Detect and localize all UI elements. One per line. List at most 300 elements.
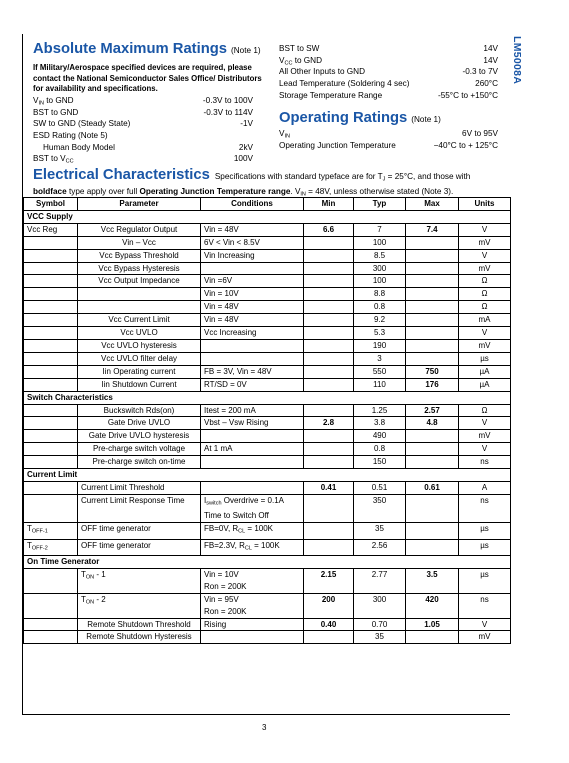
cell-text: FB=2.3V, R (204, 540, 245, 550)
cell-text: OFF time generator (81, 524, 151, 534)
cell-max (406, 275, 459, 288)
ec-desc: = 48V, unless otherwise stated (Note 3). (305, 187, 454, 197)
cell-text: 7.4 (426, 224, 438, 234)
cell-text: ns (480, 457, 489, 467)
cell-text: 3.8 (373, 418, 386, 428)
cell-text: 0.41 (320, 482, 337, 492)
section-title: VCC Supply (24, 210, 511, 223)
cell-text: 35 (375, 632, 384, 642)
cell-max (406, 249, 459, 262)
cell-text: - 2 (94, 594, 106, 604)
cell-symbol (24, 523, 78, 539)
cell-text: Ω (481, 302, 488, 312)
cell-min (304, 236, 354, 249)
cell-text: Vcc UVLO (120, 328, 158, 338)
table-row (24, 631, 511, 644)
table-row (24, 539, 511, 555)
cell-parameter (78, 249, 201, 262)
electrical-table (23, 197, 511, 644)
cell-conditions (201, 593, 304, 618)
cell-text: switch (206, 500, 222, 507)
cell-typ (354, 430, 406, 443)
cell-parameter (78, 288, 201, 301)
cell-symbol (24, 494, 78, 522)
cell-symbol (24, 249, 78, 262)
cell-units (459, 443, 511, 456)
cell-text: µs (480, 524, 489, 534)
cell-parameter (78, 539, 201, 555)
table-row (24, 339, 511, 352)
cell-conditions (201, 352, 304, 365)
cell-text: 0.40 (320, 619, 337, 629)
spec-label: $V_{IN}$ (279, 129, 290, 140)
cell-parameter (78, 456, 201, 469)
cell-text: Overdrive = 0.1A Time to Switch Off (204, 495, 284, 521)
cell-min (304, 339, 354, 352)
table-row (24, 417, 511, 430)
cell-text: 5.3 (373, 328, 386, 338)
table-row (24, 301, 511, 314)
cell-text: Ron = 200K (204, 606, 247, 616)
spec-value: 2kV (238, 142, 253, 152)
cell-min (304, 314, 354, 327)
col-header: Symbol (24, 198, 78, 211)
cell-text: 1.05 (424, 619, 440, 629)
spec-value: 6V to 95V (462, 129, 498, 138)
cell-conditions (201, 539, 304, 555)
cell-parameter (78, 593, 201, 618)
cell-parameter (78, 494, 201, 522)
cell-min (304, 430, 354, 443)
cell-min (304, 568, 354, 593)
cell-typ (354, 618, 406, 631)
cell-parameter (78, 417, 201, 430)
cell-text: T (81, 569, 86, 579)
cell-typ (354, 314, 406, 327)
cell-units (459, 494, 511, 522)
cell-units (459, 404, 511, 417)
spec-value: -55°C to +150°C (437, 90, 498, 100)
cell-max (406, 539, 459, 555)
cell-typ (354, 288, 406, 301)
cell-parameter (78, 339, 201, 352)
cell-text: 420 (425, 594, 439, 604)
cell-text: 176 (425, 379, 439, 389)
abs-max-left-list (33, 95, 253, 165)
col-header: Conditions (201, 198, 304, 211)
cell-max (406, 481, 459, 494)
table-row (24, 249, 511, 262)
cell-text: = 100K (245, 524, 274, 534)
spec-value: 260°C (475, 79, 498, 89)
cell-symbol (24, 618, 78, 631)
cell-text: 100 (372, 237, 387, 247)
cell-units (459, 327, 511, 340)
cell-units (459, 314, 511, 327)
cell-text: mV (478, 431, 491, 441)
cell-text: mA (478, 315, 491, 325)
table-row (24, 365, 511, 378)
cell-conditions (201, 301, 304, 314)
cell-symbol (24, 456, 78, 469)
cell-parameter (78, 236, 201, 249)
cell-text: Ron = 200K (204, 581, 247, 591)
cell-parameter (78, 275, 201, 288)
cell-text: FB = 3V, Vin = 48V (204, 366, 272, 376)
cell-text: - 1 (94, 569, 106, 579)
cell-text: 550 (372, 366, 387, 376)
table-row (24, 275, 511, 288)
cell-min (304, 618, 354, 631)
spec-label: Human Body Model (43, 142, 115, 152)
cell-conditions (201, 443, 304, 456)
cell-symbol (24, 275, 78, 288)
cell-max (406, 430, 459, 443)
cell-text: Vin = 48V (204, 302, 239, 312)
cell-text: Vcc Increasing (204, 328, 257, 338)
cell-max (406, 327, 459, 340)
cell-min (304, 275, 354, 288)
cell-text: Vin = 48V (204, 315, 239, 325)
cell-text: 100 (372, 276, 387, 286)
cell-text: Buckswitch Rds(on) (103, 405, 175, 415)
cell-text: CL (238, 528, 246, 535)
cell-units (459, 339, 511, 352)
spec-label: Lead Temperature (Soldering 4 sec) (279, 79, 410, 89)
cell-text: Vcc UVLO filter delay (100, 353, 178, 363)
cell-parameter (78, 430, 201, 443)
cell-text: 2.8 (322, 418, 335, 428)
cell-max (406, 352, 459, 365)
spec-row (33, 95, 253, 107)
cell-units (459, 430, 511, 443)
cell-parameter (78, 618, 201, 631)
cell-typ (354, 456, 406, 469)
cell-parameter (78, 223, 201, 236)
cell-text: mV (478, 340, 491, 350)
table-row (24, 223, 511, 236)
cell-typ (354, 301, 406, 314)
cell-typ (354, 568, 406, 593)
cell-max (406, 301, 459, 314)
table-row (24, 430, 511, 443)
cell-typ (354, 223, 406, 236)
spec-value: -0.3 to 7V (462, 67, 498, 77)
cell-text: OFF-2 (31, 545, 48, 552)
spec-row (33, 153, 253, 165)
cell-units (459, 365, 511, 378)
cell-text: µs (480, 540, 489, 550)
spec-row (33, 142, 253, 154)
operating-list (279, 128, 498, 151)
cell-text: CL (244, 545, 252, 552)
cell-text: Vin = 10V (204, 289, 239, 299)
cell-symbol (24, 539, 78, 555)
cell-text: 750 (425, 366, 439, 376)
table-row (24, 236, 511, 249)
cell-units (459, 539, 511, 555)
cell-min (304, 365, 354, 378)
cell-typ (354, 443, 406, 456)
cell-parameter (78, 262, 201, 275)
cell-text: Remote Shutdown Threshold (87, 619, 191, 629)
col-header: Min (304, 198, 354, 211)
cell-parameter (78, 631, 201, 644)
cell-min (304, 288, 354, 301)
cell-conditions (201, 223, 304, 236)
section-row (24, 210, 511, 223)
cell-parameter (78, 352, 201, 365)
ec-desc: IN (300, 191, 306, 198)
abs-max-title-text: Absolute Maximum Ratings (33, 41, 228, 57)
side-part-number (509, 34, 523, 134)
cell-units (459, 378, 511, 391)
cell-text: 8.8 (373, 289, 386, 299)
cell-text: Gate Drive UVLO hysteresis (88, 431, 190, 441)
cell-conditions (201, 481, 304, 494)
cell-text: 0.51 (371, 482, 388, 492)
cell-conditions (201, 327, 304, 340)
operating-title (279, 110, 441, 126)
cell-symbol (24, 327, 78, 340)
cell-text: 4.8 (426, 418, 438, 428)
cell-typ (354, 494, 406, 522)
table-row (24, 327, 511, 340)
cell-text: Vcc Output Impedance (98, 276, 180, 286)
cell-max (406, 456, 459, 469)
cell-text: ON (85, 599, 95, 606)
cell-parameter (78, 523, 201, 539)
table-row (24, 288, 511, 301)
cell-typ (354, 365, 406, 378)
cell-min (304, 443, 354, 456)
cell-conditions (201, 314, 304, 327)
cell-conditions (201, 417, 304, 430)
cell-text: 8.5 (373, 250, 386, 260)
cell-min (304, 481, 354, 494)
spec-row (279, 128, 498, 140)
cell-units (459, 262, 511, 275)
cell-symbol (24, 314, 78, 327)
cell-text: 300 (372, 594, 387, 604)
cell-min (304, 404, 354, 417)
part-number-label: LM5008A (511, 36, 523, 85)
cell-conditions (201, 378, 304, 391)
cell-conditions (201, 275, 304, 288)
military-warning: If Military/Aerospace specified devices are required, please contact the National Semiconductor Sales Office/ Distributors for availability and specifications. (33, 63, 262, 94)
cell-max (406, 314, 459, 327)
col-header: Typ (354, 198, 406, 211)
cell-text: 6V < Vin < 8.5V (204, 237, 260, 247)
cell-conditions (201, 523, 304, 539)
cell-min (304, 494, 354, 522)
ec-desc: J (382, 176, 386, 183)
cell-typ (354, 352, 406, 365)
table-row (24, 443, 511, 456)
table-header-row (24, 198, 511, 211)
spec-label: Operating Junction Temperature (279, 140, 396, 150)
ec-desc-bold: boldface (33, 187, 67, 197)
cell-symbol (24, 481, 78, 494)
cell-max (406, 288, 459, 301)
cell-conditions (201, 494, 304, 522)
table-row (24, 404, 511, 417)
cell-text: Iin Operating current (102, 366, 176, 376)
cell-min (304, 249, 354, 262)
cell-text: Vin =6V (204, 276, 233, 286)
cell-typ (354, 262, 406, 275)
cell-text: 7 (377, 224, 382, 234)
cell-text: mV (478, 237, 491, 247)
cell-text: V (481, 444, 488, 454)
cell-symbol (24, 288, 78, 301)
ec-desc: Specifications with standard typeface are for T (214, 172, 383, 181)
cell-conditions (201, 339, 304, 352)
cell-conditions (201, 456, 304, 469)
table-body (24, 210, 511, 643)
spec-label: BST to $V_{CC}$ (33, 154, 74, 165)
cell-max (406, 223, 459, 236)
cell-typ (354, 523, 406, 539)
spec-value: −40°C to + 125°C (433, 140, 498, 150)
spec-label: SW to GND (Steady State) (33, 119, 131, 129)
cell-text: V (481, 224, 488, 234)
cell-text: 110 (373, 379, 386, 389)
spec-label: $V_{IN}$ to GND (33, 96, 74, 107)
cell-symbol (24, 404, 78, 417)
spec-label: Storage Temperature Range (279, 90, 383, 100)
electrical-title: Electrical Characteristics (33, 167, 210, 183)
cell-max (406, 236, 459, 249)
cell-text: At 1 mA (204, 444, 233, 454)
cell-text: 200 (321, 594, 336, 604)
cell-units (459, 523, 511, 539)
cell-text: 300 (372, 263, 387, 273)
spec-value: -0.3V to 100V (202, 96, 253, 105)
cell-text: I (204, 495, 207, 505)
cell-parameter (78, 314, 201, 327)
cell-conditions (201, 618, 304, 631)
section-title: Switch Characteristics (24, 391, 511, 404)
cell-symbol (24, 339, 78, 352)
cell-typ (354, 236, 406, 249)
spec-label: BST to GND (33, 107, 79, 117)
table-row (24, 352, 511, 365)
cell-max (406, 618, 459, 631)
table-row (24, 568, 511, 593)
cell-max (406, 365, 459, 378)
cell-min (304, 593, 354, 618)
cell-conditions (201, 236, 304, 249)
cell-typ (354, 539, 406, 555)
cell-text: 2.56 (371, 540, 388, 550)
cell-symbol (24, 352, 78, 365)
cell-text: µs (480, 353, 489, 363)
cell-text: 9.2 (373, 315, 386, 325)
cell-typ (354, 327, 406, 340)
section-title: On Time Generator (24, 555, 511, 568)
cell-text: mV (478, 263, 491, 273)
cell-min (304, 456, 354, 469)
cell-text: V (481, 250, 488, 260)
cell-units (459, 288, 511, 301)
spec-value: 100V (233, 154, 253, 164)
cell-text: 3.5 (426, 569, 438, 579)
cell-min (304, 262, 354, 275)
cell-symbol (24, 262, 78, 275)
spec-value: -0.3V to 114V (203, 107, 253, 117)
cell-symbol (24, 443, 78, 456)
cell-max (406, 631, 459, 644)
spec-value: -1V (240, 119, 253, 129)
cell-text: OFF-1 (31, 528, 48, 535)
cell-symbol (24, 631, 78, 644)
cell-typ (354, 631, 406, 644)
cell-text: µA (479, 379, 490, 389)
cell-min (304, 539, 354, 555)
cell-text: Iin Shutdown Current (101, 379, 177, 389)
col-header: Max (406, 198, 459, 211)
spec-row (279, 90, 498, 102)
cell-parameter (78, 404, 201, 417)
cell-text: ns (480, 594, 489, 604)
cell-units (459, 249, 511, 262)
cell-symbol (24, 417, 78, 430)
cell-min (304, 301, 354, 314)
cell-text: µs (480, 569, 489, 579)
cell-conditions (201, 249, 304, 262)
cell-text: Vin – Vcc (122, 237, 156, 247)
cell-text: Vcc Bypass Threshold (99, 250, 179, 260)
cell-text: T (27, 524, 32, 534)
cell-text: 0.8 (373, 444, 386, 454)
table-row (24, 481, 511, 494)
cell-typ (354, 378, 406, 391)
cell-parameter (78, 443, 201, 456)
cell-units (459, 481, 511, 494)
ec-desc: . V (290, 187, 301, 197)
section-row (24, 391, 511, 404)
cell-text: 0.61 (424, 482, 440, 492)
cell-max (406, 262, 459, 275)
operating-note: (Note 1) (411, 115, 441, 124)
cell-symbol (24, 236, 78, 249)
cell-conditions (201, 404, 304, 417)
cell-text: Vbst – Vsw Rising (204, 418, 269, 428)
col-header: Parameter (78, 198, 201, 211)
cell-text: 350 (372, 495, 387, 505)
cell-symbol (24, 223, 78, 236)
cell-parameter (78, 327, 201, 340)
cell-parameter (78, 365, 201, 378)
cell-typ (354, 404, 406, 417)
cell-units (459, 618, 511, 631)
cell-typ (354, 275, 406, 288)
cell-text: T (27, 540, 32, 550)
cell-min (304, 223, 354, 236)
col-header: Units (459, 198, 511, 211)
table-row (24, 378, 511, 391)
cell-parameter (78, 568, 201, 593)
cell-units (459, 593, 511, 618)
cell-text: Vcc Current Limit (108, 315, 170, 325)
cell-text: = 100K (251, 540, 280, 550)
cell-parameter (78, 481, 201, 494)
cell-text: A (481, 482, 488, 492)
spec-row (279, 66, 498, 78)
cell-typ (354, 593, 406, 618)
cell-text: Current Limit Response Time (81, 495, 185, 505)
